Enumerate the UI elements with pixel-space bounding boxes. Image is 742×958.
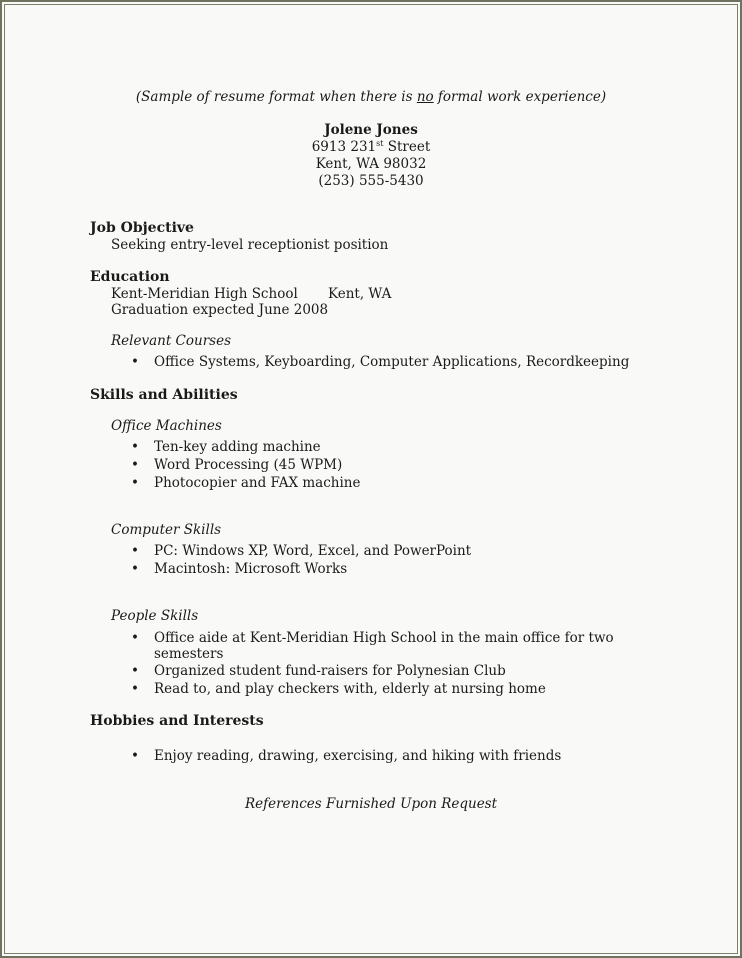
- phone-number: (253) 555-5430: [318, 173, 424, 189]
- bullet-icon: •: [131, 630, 139, 646]
- school-location: Kent, WA: [328, 286, 392, 302]
- section-title-hobbies: Hobbies and Interests: [90, 713, 264, 729]
- skill-group-computer-skills: Computer Skills: [111, 522, 222, 538]
- relevant-courses-label: Relevant Courses: [111, 333, 231, 349]
- address-ordinal: st: [376, 139, 384, 148]
- hobby-item: Enjoy reading, drawing, exercising, and hiking with friends: [154, 748, 562, 764]
- bullet-icon: •: [131, 681, 139, 697]
- applicant-name: Jolene Jones: [324, 122, 418, 138]
- skill-item: Organized student fund-raisers for Polynesian Club: [154, 663, 506, 679]
- format-note: [0, 89, 742, 105]
- address-street: Street: [383, 139, 431, 155]
- format-note-suffix: formal work experience): [433, 89, 607, 105]
- bullet-icon: •: [131, 439, 139, 455]
- bullet-icon: •: [131, 354, 139, 370]
- section-title-education: Education: [90, 269, 170, 285]
- job-objective-text: Seeking entry-level receptionist position: [111, 237, 389, 253]
- skill-group-office-machines: Office Machines: [111, 418, 222, 434]
- city-state-zip: Kent, WA 98032: [315, 156, 427, 172]
- skill-item: Word Processing (45 WPM): [154, 457, 343, 473]
- section-title-skills: Skills and Abilities: [90, 387, 238, 403]
- skill-item: Read to, and play checkers with, elderly at nursing home: [154, 681, 546, 697]
- bullet-icon: •: [131, 663, 139, 679]
- format-note-emphasis: no: [416, 89, 434, 105]
- section-title-job-objective: Job Objective: [90, 220, 194, 236]
- skill-item: Ten-key adding machine: [154, 439, 321, 455]
- skill-item: PC: Windows XP, Word, Excel, and PowerPoint: [154, 543, 472, 559]
- bullet-icon: •: [131, 748, 139, 764]
- school-name: Kent-Meridian High School: [111, 286, 298, 302]
- skill-item: Macintosh: Microsoft Works: [154, 561, 348, 577]
- skill-item-continuation: semesters: [154, 646, 224, 662]
- skill-item: Office aide at Kent-Meridian High School in the main office for two: [154, 630, 614, 646]
- bullet-icon: •: [131, 475, 139, 491]
- bullet-icon: •: [131, 457, 139, 473]
- address-line: [0, 139, 742, 155]
- bullet-icon: •: [131, 543, 139, 559]
- references-note: References Furnished Upon Request: [244, 796, 498, 812]
- course-item: Office Systems, Keyboarding, Computer Applications, Recordkeeping: [154, 354, 630, 370]
- format-note-prefix: (Sample of resume format when there is: [135, 89, 417, 105]
- graduation-date: Graduation expected June 2008: [111, 302, 329, 318]
- address-number: 6913 231: [311, 139, 377, 155]
- bullet-icon: •: [131, 561, 139, 577]
- skill-item: Photocopier and FAX machine: [154, 475, 361, 491]
- skill-group-people-skills: People Skills: [111, 608, 199, 624]
